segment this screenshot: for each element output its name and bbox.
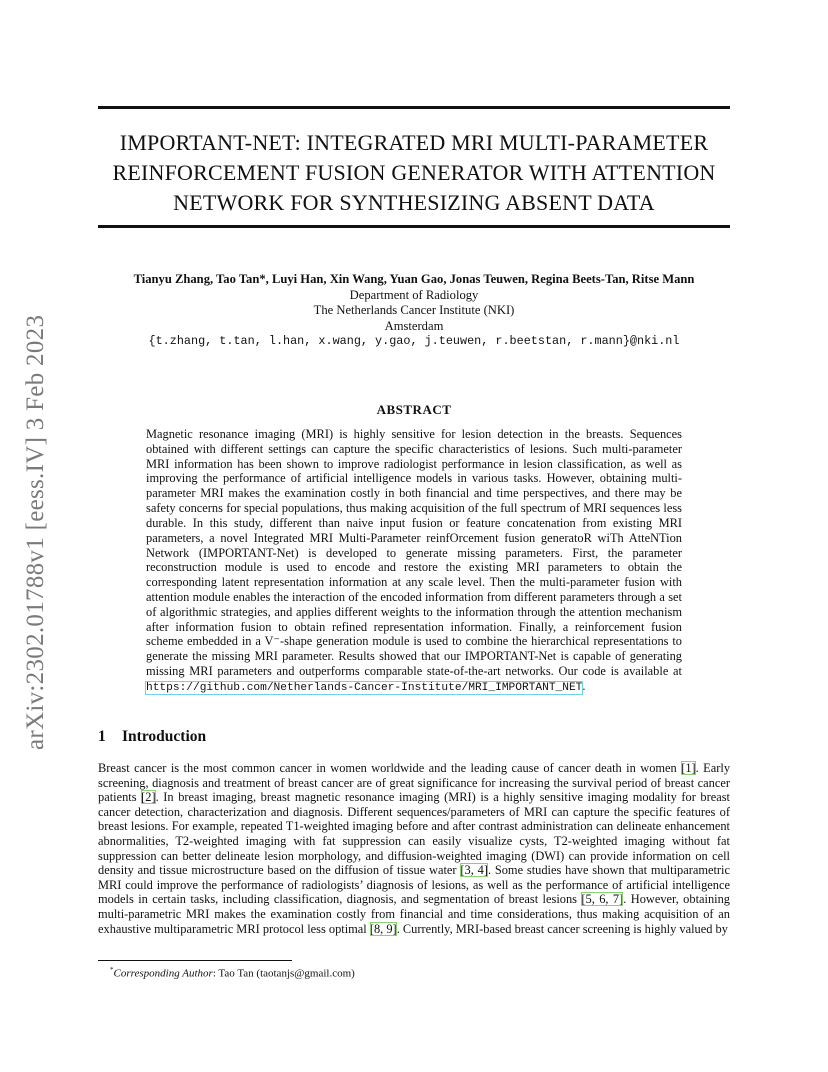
author-block: [98, 272, 730, 350]
footnote-mark: *: [110, 966, 114, 974]
title-top-rule: [98, 106, 730, 109]
arxiv-identifier-stamp: arXiv:2302.01788v1 [eess.IV] 3 Feb 2023: [22, 314, 49, 750]
body-text-segment: . Currently, MRI-based breast cancer screening is highly valued by: [396, 921, 728, 936]
author-names: Tianyu Zhang, Tao Tan*, Luyi Han, Xin Wang, Yuan Gao, Jonas Teuwen, Regina Beets-Tan, Ritse Mann: [133, 272, 695, 286]
title-line: NETWORK FOR SYNTHESIZING ABSENT DATA: [173, 190, 655, 215]
introduction-paragraph: [98, 761, 730, 936]
body-text-segment: . Early screening, diagnosis and treatment of breast cancer are of great significance for increasing the survival period of breast cancer patients: [98, 761, 731, 805]
title-line: IMPORTANT-NET: INTEGRATED MRI MULTI-PARAMETER: [119, 130, 709, 155]
section-number: 1: [98, 728, 106, 745]
abstract-heading: ABSTRACT: [376, 402, 452, 417]
body-text-segment: . Some studies have shown that multiparametric MRI could improve the performance of radiologists’ diagnosis of lesions, as well as the performance of artificial intelligence models in certain tasks, including classification, diagnosis, and segmentation of breast lesions: [98, 863, 730, 907]
footnote: [110, 964, 355, 981]
author-department: Department of Radiology: [349, 287, 479, 302]
author-institute: The Netherlands Cancer Institute (NKI): [313, 303, 515, 317]
footnote-text: : Tao Tan (taotanjs@gmail.com): [212, 967, 355, 980]
author-emails: {t.zhang, t.tan, l.han, x.wang, y.gao, j.teuwen, r.beetstan, r.mann}@nki.nl: [148, 334, 680, 348]
section-title: Introduction: [122, 728, 207, 745]
footnote-label: Corresponding Author: [113, 967, 213, 980]
body-text-segment: Breast cancer is the most common cancer in women worldwide and the leading cause of cancer death in women: [98, 761, 682, 775]
citation-link[interactable]: [5, 6, 7]: [581, 892, 624, 907]
paper-title: [98, 128, 730, 218]
title-bottom-rule: [98, 225, 730, 228]
abstract-body: Magnetic resonance imaging (MRI) is highly sensitive for lesion detection in the breasts. Sequences obtained with different settings can capture the specific characteristics of lesions. Such multi-parameter MRI information has been shown to improve radiologist performance in lesion classification, as well as improving the performance of artificial intelligence models in various tasks. However, obtaining multi-parameter MRI makes the examination costly in both financial and time perspectives, and there may be safety concerns for special populations, thus making acquisition of the full spectrum of MRI sequences less durable. In this study, different than naive input fusion or feature concatenation from existing MRI parameters, a novel Integrated MRI Multi-Parameter reinfOrcement fusion generatoR wiTh AtteNTion Network (IMPORTANT-Net) is developed to generate missing parameters. First, the parameter reconstruction module is used to encode and restore the existing MRI parameters to obtain the corresponding latent representation information at any scale level. Then the multi-parameter fusion with attention module enables the interaction of the encoded information from different parameters through a set of algorithmic strategies, and applies different weights to the information through the attention mechanism after information fusion to obtain refined representation information. Finally, a reinforcement fusion scheme embedded in a V⁻-shape generation module is used to combine the hierarchical representations to generate the missing MRI parameter. Results showed that our IMPORTANT-Net is capable of generating missing MRI parameters and outperforms comparable state-of-the-art networks. Our code is available at: [146, 427, 682, 678]
abstract-text: [146, 427, 682, 696]
citation-link[interactable]: [2]: [141, 790, 156, 805]
code-url-link[interactable]: https://github.com/Netherlands-Cancer-Institute/MRI_IMPORTANT_NET: [146, 681, 583, 694]
citation-link[interactable]: [1]: [681, 761, 696, 775]
title-line: REINFORCEMENT FUSION GENERATOR WITH ATTENTION: [112, 160, 716, 185]
body-text-segment: . In breast imaging, breast magnetic resonance imaging (MRI) is a highly sensitive imaging modality for breast cancer detection, characterization and diagnosis. Different sequences/parameters of MRI can capture the specific features of breast lesions. For example, repeated T1-weighted imaging before and after contrast administration can delineate enhancement abnormalities, T2-weighted imaging with fat suppression can easily visualize cysts, T2-weighted imaging without fat suppression can better delineate lesion morphology, and diffusion-weighted imaging (DWI) can provide information on cell density and tissue microstructure based on the diffusion of tissue water: [98, 790, 731, 878]
footnote-rule: [98, 960, 292, 961]
citation-link[interactable]: [8, 9]: [369, 921, 397, 936]
body-text-segment: . However, obtaining multi-parametric MRI makes the examination costly from financial and time considerations, thus making acquisition of an exhaustive multiparametric MRI protocol less optimal: [98, 892, 730, 936]
section-heading-introduction: [98, 728, 206, 746]
citation-link[interactable]: [3, 4]: [460, 863, 488, 878]
abstract-end: .: [582, 678, 586, 693]
author-city: Amsterdam: [384, 318, 444, 333]
